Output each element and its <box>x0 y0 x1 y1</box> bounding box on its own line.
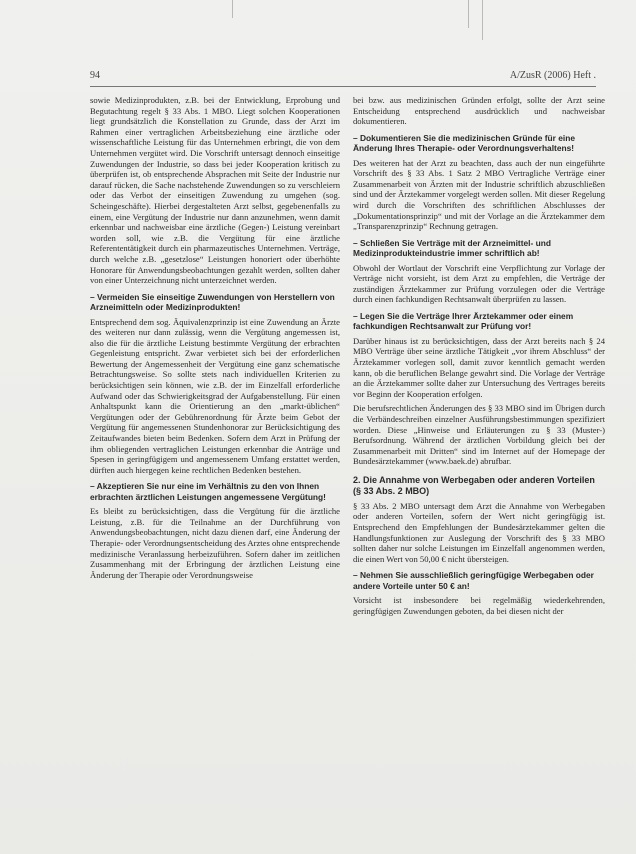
paragraph: Die berufsrechtlichen Änderungen des § 33 MBO sind im Übrigen durch die Verbändeschreiben einzelner Ausführungsbestimmungen spezifiziert worden. Diese „Hinweise und Erläuterungen zu § 33 (Muster-) Berufsordnung. Während der ärztlichen Vorbildung gleich bei der Zusammenarbeit mit Dritten“ sind im Internet auf der Homepage der Bundesärztekammer (www.baek.de) abrufbar. <box>353 403 605 467</box>
paragraph: Obwohl der Wortlaut der Vorschrift eine Verpflichtung zur Vorlage der Verträge nicht vorsieht, ist dem Arzt zu empfehlen, die Verträge der zuständigen Ärztekammer zur Prüfung vorzulegen oder die Verträge durch einen fachkundigen Rechtsanwalt überprüfen zu lassen. <box>353 262 605 305</box>
paragraph: Es bleibt zu berücksichtigen, dass die Vergütung für die ärztliche Leistung, z.B. für die Teilnahme an der Durchführung von Anwendungsbeobachtungen, nicht dazu dienen darf, eine Änderung der Therapie- oder Verordnungsentscheidung des Arztes ohne entsprechende medizinische Veranlassung herbeizuführen. Sofern daher im zeitlichen Zusammenhang mit der Erbringung der ärztlichen Leistung eine Änderung der Therapie oder Verordnungsweise <box>90 506 340 580</box>
scan-mark <box>482 0 483 40</box>
right-column <box>353 95 605 620</box>
scan-edge-marks <box>0 0 636 50</box>
paragraph: § 33 Abs. 2 MBO untersagt dem Arzt die Annahme von Werbegaben oder anderen Vorteilen, sofern der Wert nicht geringfügig ist. Entsprechend den Empfehlungen der Bundesärztekammer gelten die Handlungsfunktionen zur Auslegung der Vorschrift des § 33 MBO sollten daher nur solche Leistungen im Einzelfall angenommen werden, die einen Wert von 50,00 € nicht übersteigen. <box>353 500 605 564</box>
scan-mark <box>232 0 233 18</box>
page-number: 94 <box>90 70 100 81</box>
recommendation-heading: – Legen Sie die Verträge Ihrer Ärztekammer oder einem fachkundigen Rechtsanwalt zur Prüfung vor! <box>353 310 574 332</box>
scan-mark <box>468 0 469 28</box>
section-heading: 2. Die Annahme von Werbegaben oder anderen Vorteilen (§ 33 Abs. 2 MBO) <box>353 474 595 496</box>
recommendation-heading: – Schließen Sie Verträge mit der Arzneimittel- und Medizinprodukteindustrie immer schriftlich ab! <box>353 237 551 259</box>
paragraph: sowie Medizinprodukten, z.B. bei der Entwicklung, Erprobung und Begutachtung regelt § 33 Abs. 1 MBO. Liegt solchen Kooperationen liegt grundsätzlich die Konstellation zu Grunde, dass der Arzt im Rahmen einer vertraglichen Arbeitsbeziehung eine ärztliche oder wissenschaftliche Leistung für das Unternehmen erbringt, die von dem Unternehmen vergütet wird. Die Vorschrift untersagt dennoch einseitige Zuwendungen der Industrie, so dass bei jeder Kooperation kritisch zu überprüfen ist, ob entsprechende Absprachen mit Seite der Industrie nur darauf rücken, die Sache nachstehende Zuwendungen so zu verschleiern oder das Verbot der einseitigen Zuwendung zu umgehen (sog. Scheingeschäfte). Hierbei dergestalteten Arzt selbst, gegebenenfalls zu einem, eine Vergütung der Industrie nur dann anzunehmen, wenn damit erkennbar und nachweisbar eine ärztliche (Gegen-) Leistung vereinbart worden soll, wie z.B. die Vergütung für eine ärztliche Referententätigkeit durch ein pharmazeutisches Unternehmen. Verträge, durch welche z.B. „gesetzlose“ Leistungen honoriert oder überhöhte Honorare für Anwendungsbeobachtungen gezahlt werden, sollten daher von einer Unterzeichnung nicht unterzeichnet werden. <box>90 95 340 286</box>
recommendation-heading: – Dokumentieren Sie die medizinischen Gründe für eine Änderung Ihres Therapie- oder Verordnungsverhaltens! <box>353 132 575 154</box>
paragraph: Vorsicht ist insbesondere bei regelmäßig wiederkehrenden, geringfügigen Zuwendungen geboten, da bei diesen nicht der <box>353 595 605 616</box>
journal-reference: A/ZusR (2006) Heft . <box>509 70 596 81</box>
paragraph: Entsprechend dem sog. Äquivalenzprinzip ist eine Zuwendung an Ärzte des weiteren nur dann zulässig, wenn die Vergütung angemessen ist, also die für die ärztliche Leistung bestimmte Vergütung der erbrachten Gegenleistung entspricht. Zwar verbietet sich bei der erforderlichen Bewertung der Angemessenheit der Vergütung eine ganz schematische Betrachtungsweise. So sollte stets nach individuellen Kriterien zu berücksichtigen sein können, wie z.B. der im Einzelfall erforderliche Aufwand oder das Schwierigkeitsgrad der Aufgabenstellung. Für einen Anhaltspunkt kann die Orientierung an den „markt-üblichen“ Vergütungen oder der Gebührenordnung für Ärzte beim Gebot der Vergütung für angemessenen Stundenhonorar zur Berücksichtigung des Zeitaufwandes bieten beim Bedenken. Sofern dem Arzt in Prüfung der ihm obliegenden vertraglichen Leistungen erkennbar die Anträge und Spesen in geringfügigem und angemessenem Umfang erstattet werden, dürften auch hiergegen keine rechtlichen Bedenken bestehen. <box>90 316 340 475</box>
recommendation-heading: – Nehmen Sie ausschließlich geringfügige Werbegaben oder andere Vorteile unter 50 € an! <box>353 570 594 591</box>
paragraph: Darüber hinaus ist zu berücksichtigen, dass der Arzt bereits nach § 24 MBO Verträge über seine ärztliche Tätigkeit „vor ihrem Abschluss“ der Ärztekammer vorlegen soll, damit zuvor kenntlich gemacht werden kann, ob die beruflichen Belange gewahrt sind. Die Vorlage der Verträge an die Ärztekammer sollte daher zur Untersuchung des Vertrages bereits vor Beginn der Kooperation erfolgen. <box>353 335 605 399</box>
paragraph: Des weiteren hat der Arzt zu beachten, dass auch der nun eingeführte Vorschrift des § 33 Abs. 1 Satz 2 MBO Vertragliche Verträge einer Zusammenarbeit von Ärzten mit der Industrie schriftlich abzuschließen sind und der Ärztekammer vorgelegt werden sollen. Mit dieser Regelung wird durch die Vorschriften des schriftlichen Abschlusses der „Dokumentationsprinzip“ und mit der Vorlage an die Ärztekammer dem „Transparenzprinzip“ Rechnung getragen. <box>353 157 605 232</box>
paragraph: bei bzw. aus medizinischen Gründen erfolgt, sollte der Arzt seine Entscheidung entsprechend ausdrücklich und nachweisbar dokumentieren. <box>353 95 605 127</box>
recommendation-heading: – Akzeptieren Sie nur eine im Verhältnis zu den von Ihnen erbrachten ärztlichen Leistungen angemessene Vergütung! <box>90 481 326 502</box>
recommendation-heading: – Vermeiden Sie einseitige Zuwendungen von Herstellern von Arzneimitteln oder Medizinprodukten! <box>90 291 335 313</box>
running-header <box>90 70 596 87</box>
left-column <box>90 95 340 584</box>
